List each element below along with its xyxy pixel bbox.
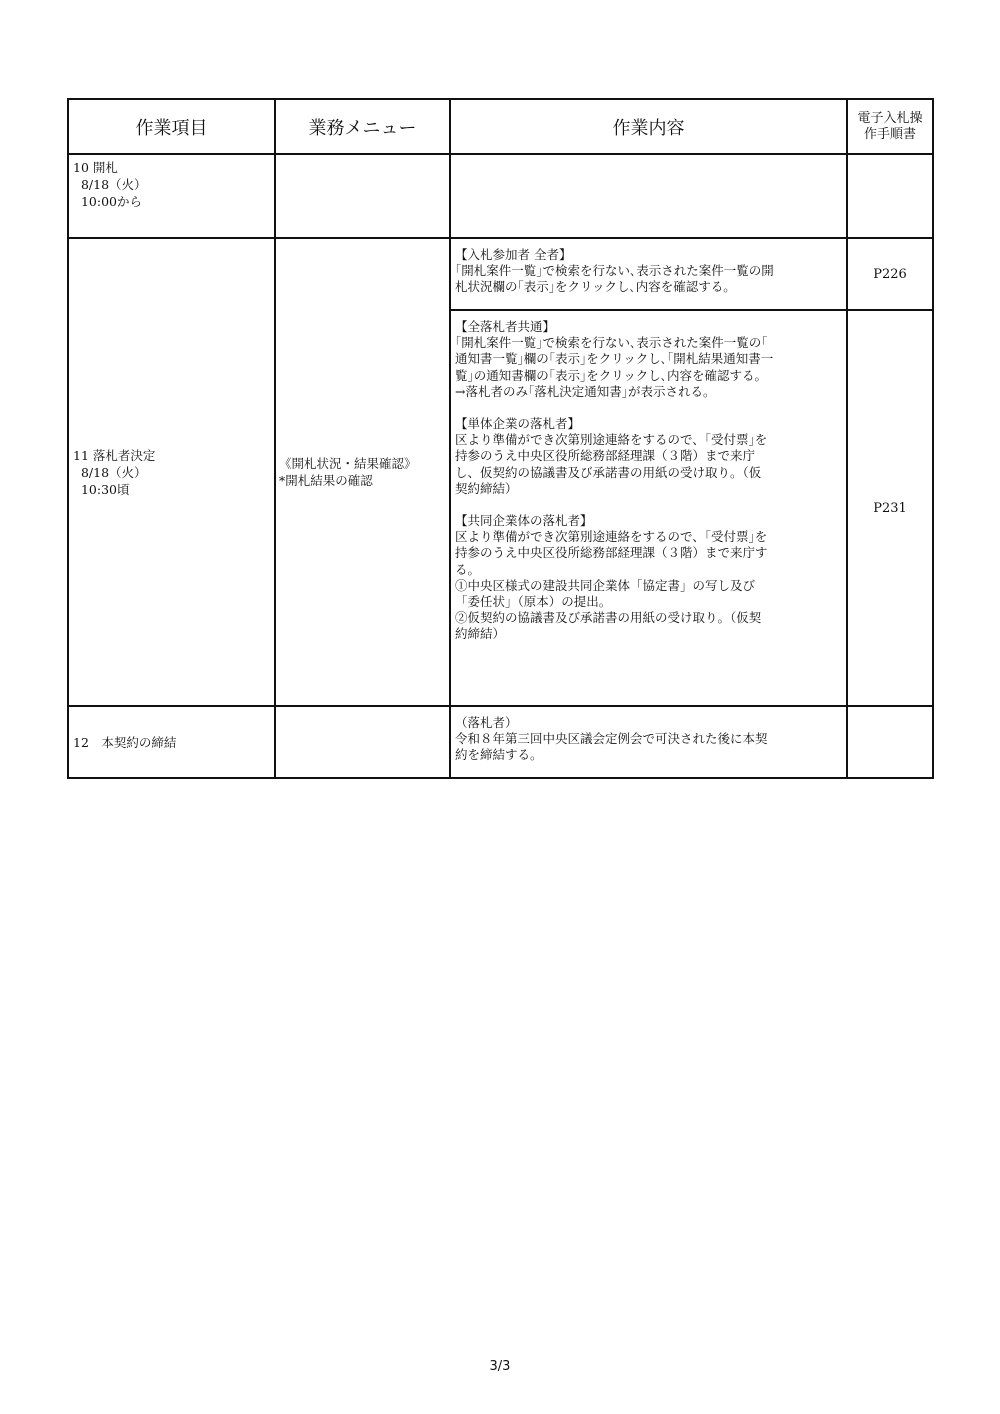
row10-item: 10 開札 8/18（火） 10:00から [68,154,275,238]
winners-content-line: し、仮契約の協議書及び承諾書の用紙の受け取り。（仮 [455,464,762,480]
winners-content-line: 【全落札者共通】 [455,319,556,334]
winners-content-line: 通知書一覧｣欄の｢表示｣をクリックし､｢開札結果通知書一 [455,351,774,367]
header-manual-line1: 電子入札操 [857,110,923,126]
winners-content-line: ｢開札案件一覧｣で検索を行ない､表示された案件一覧の｢ [455,335,768,351]
row11-item: 11 落札者決定 8/18（火） 10:30頃 [68,238,275,706]
header-business-menu: 業務メニュー [275,99,450,154]
row11-menu-line2: *開札結果の確認 [279,473,373,488]
row12-item: 12 本契約の締結 [68,706,275,778]
winners-content-line: 「委任状」（原本）の提出。 [455,594,612,610]
winners-content-line: 持参のうえ中央区役所総務部経理課（３階）まで来庁す [455,545,768,561]
participants-content-line: 札状況欄の｢表示｣をクリックし､内容を確認する。 [455,279,736,295]
contract-content-line: 令和８年第三回中央区議会定例会で可決された後に本契 [455,731,768,747]
winners-content-line: 区より準備ができ次第別途連絡をするので、｢受付票｣を [455,529,768,545]
header-manual-line2: 作手順書 [863,126,916,142]
winners-content-line: る。 [455,561,481,577]
winners-content-line: ②仮契約の協議書及び承諾書の用紙の受け取り。（仮契 [455,610,762,626]
header-work-content: 作業内容 [450,99,847,154]
row12-content [450,706,847,778]
row12-manual [847,706,933,778]
header-manual [847,99,933,154]
winners-content-line: →落札者のみ｢落札決定通知書｣が表示される。 [455,383,716,399]
row11-manual-p231: P231 [847,310,933,706]
row11-menu-line1: 《開札状況・結果確認》 [279,456,417,471]
winners-content-line: 約締結） [455,626,506,642]
row11-content-participants [450,238,847,310]
table-row-11a [68,238,933,310]
contract-content-line: 約を締結する。 [455,747,543,763]
contract-content-line: （落札者） [455,715,518,730]
winners-content-line: 【単体企業の落札者】 [455,416,581,432]
page-number: 3/3 [489,1359,511,1374]
participants-content-line: 【入札参加者 全者】 [455,247,572,262]
row11-menu [275,238,450,706]
procedure-table [67,98,934,779]
blank-line [455,497,843,513]
header-row [68,99,933,154]
row10-content [450,154,847,238]
participants-content-line: ｢開札案件一覧｣で検索を行ない､表示された案件一覧の開 [455,263,774,279]
blank-line [455,400,843,416]
winners-content-line: 覧｣の通知書欄の｢表示｣をクリックし､内容を確認する。 [455,367,768,383]
winners-content-line: 契約締結） [455,480,518,496]
winners-content-line: 持参のうえ中央区役所総務部経理課（３階）まで来庁 [455,448,756,464]
row11-manual-p226: P226 [847,238,933,310]
winners-content-line: 区より準備ができ次第別途連絡をするので、｢受付票｣を [455,432,768,448]
row12-menu [275,706,450,778]
winners-content-line: 【共同企業体の落札者】 [455,513,593,529]
winners-content-line: ①中央区様式の建設共同企業体「協定書」の写し及び [455,577,756,593]
row10-manual [847,154,933,238]
row11-content-winners [450,310,847,706]
table-row-12 [68,706,933,778]
header-work-item: 作業項目 [68,99,275,154]
table-row-10 [68,154,933,238]
row10-menu [275,154,450,238]
